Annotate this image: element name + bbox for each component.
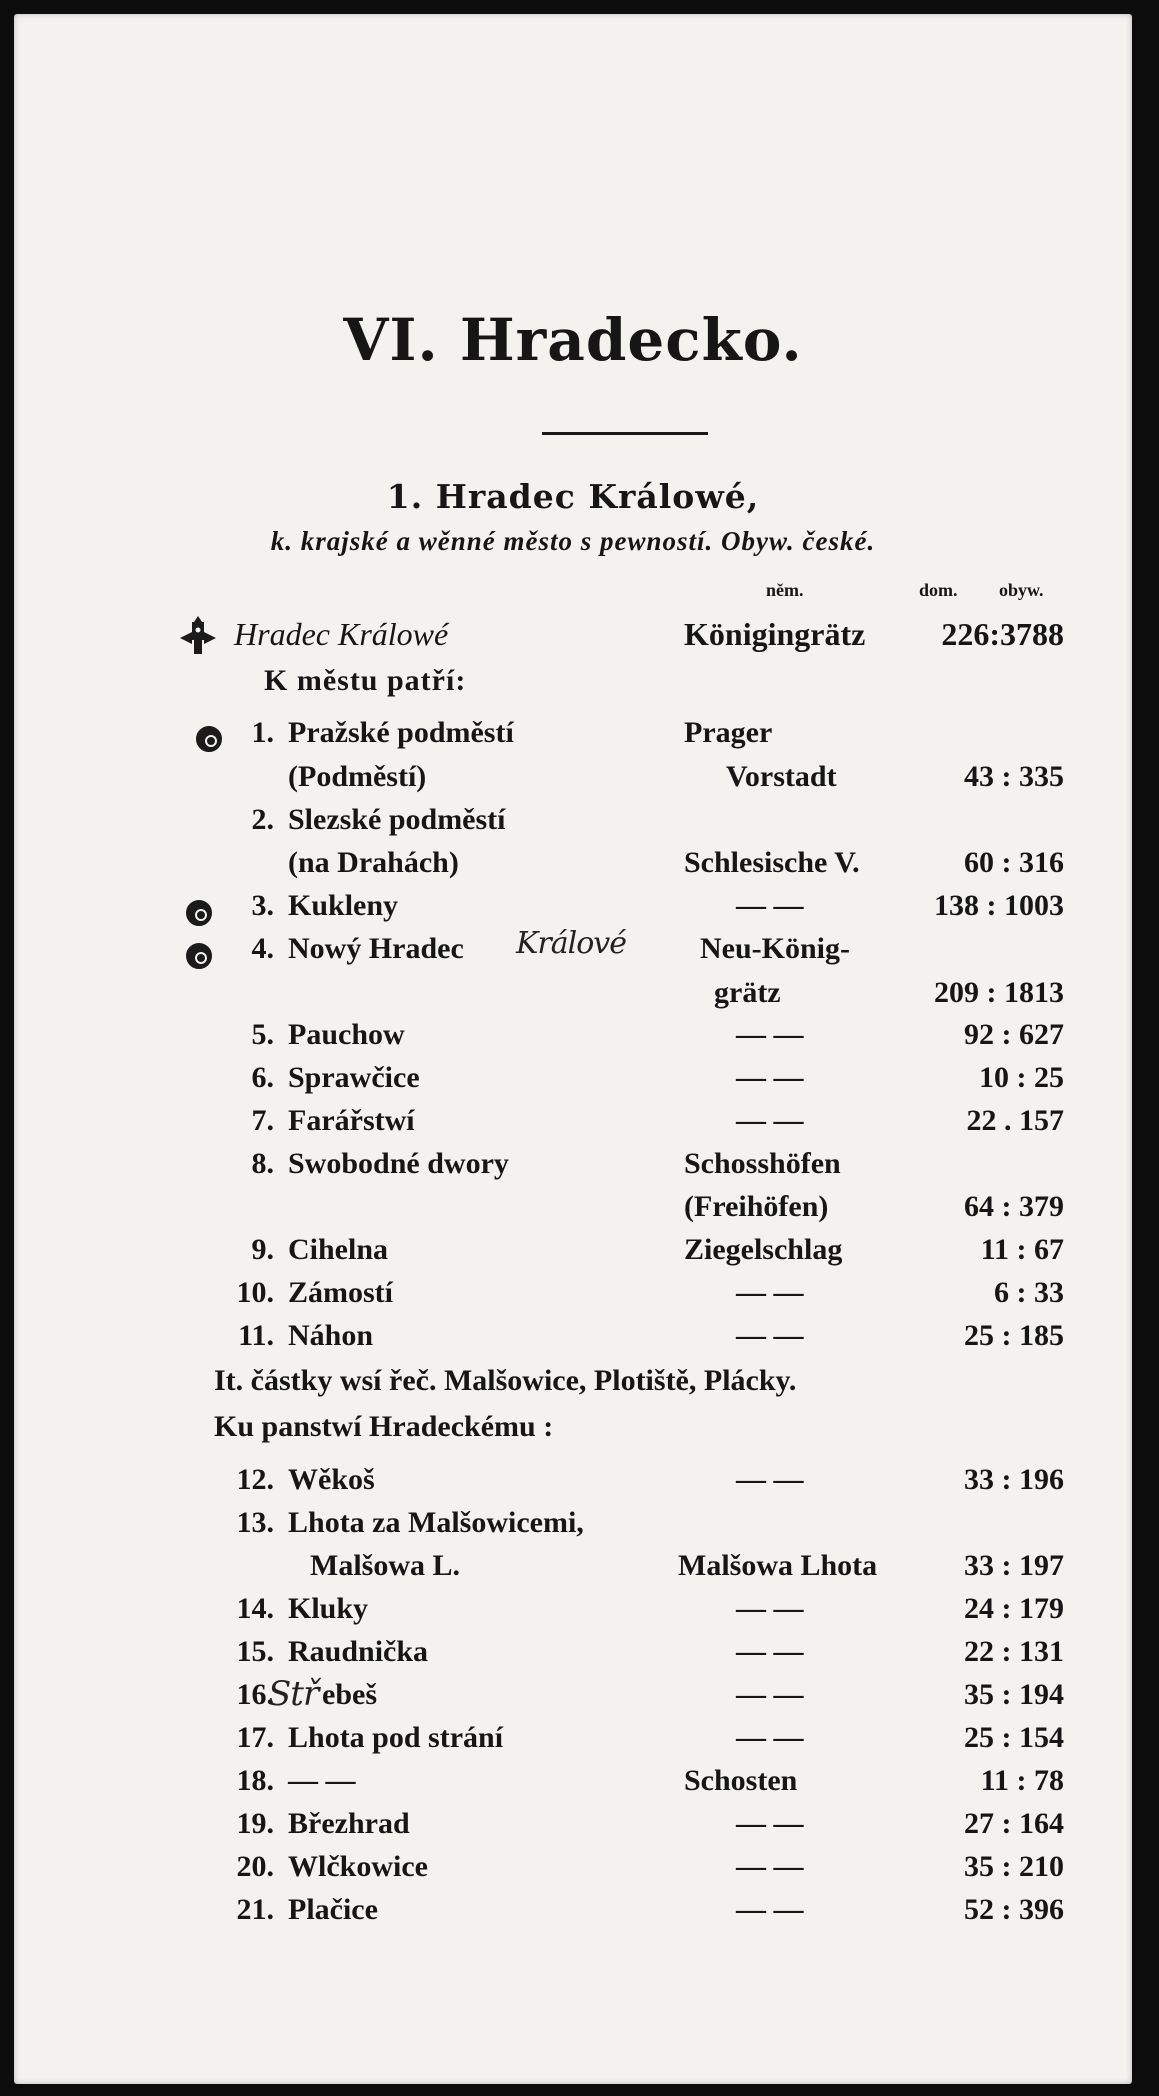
row-name: Farářstwí <box>288 1104 415 1137</box>
row-name: Malšowa L. <box>310 1549 460 1582</box>
row-german: Vorstadt <box>726 760 837 793</box>
book-page <box>14 14 1132 2084</box>
chapter-heading: VI. Hradecko. <box>343 306 803 374</box>
row-german: — — <box>736 1893 804 1926</box>
row-number: 21. <box>236 1893 274 1926</box>
row-value: 27 : 164 <box>964 1807 1064 1840</box>
row-number: 4. <box>251 932 274 965</box>
row-name: Březhrad <box>288 1807 410 1840</box>
row-number: 3. <box>251 889 274 922</box>
row-value: 209 : 1813 <box>934 976 1064 1009</box>
row-value: 10 : 25 <box>979 1061 1064 1094</box>
row-value: 43 : 335 <box>964 760 1064 793</box>
row-name: Wlčkowice <box>288 1850 428 1883</box>
row-german: Schosten <box>684 1764 798 1797</box>
row-name: Lhota pod strání <box>288 1721 504 1754</box>
row-german: — — <box>736 1463 804 1496</box>
belongs-label: K městu patří: <box>264 664 467 697</box>
row-value: 22 . 157 <box>966 1104 1064 1137</box>
handwritten-annotation: Králové <box>516 926 626 961</box>
row-german: — — <box>736 1635 804 1668</box>
row-german: Malšowa Lhota <box>678 1549 878 1582</box>
row-german: — — <box>736 1018 804 1051</box>
seat-german-name: Königingrätz <box>684 616 866 652</box>
row-value: 35 : 210 <box>964 1850 1064 1883</box>
row-name: Cihelna <box>288 1233 389 1266</box>
seat-value: 226:3788 <box>941 616 1064 652</box>
row-number: 17. <box>236 1721 274 1754</box>
row-value: 64 : 379 <box>964 1190 1064 1223</box>
row-name: ebeš <box>322 1678 377 1711</box>
row-german: — — <box>736 889 804 922</box>
row-name: Swobodné dwory <box>288 1147 509 1180</box>
row-name: Zámostí <box>288 1276 393 1309</box>
row-german: — — <box>736 1276 804 1309</box>
row-german: Prager <box>684 716 773 749</box>
row-value: 138 : 1003 <box>934 889 1064 922</box>
row-value: 60 : 316 <box>964 846 1064 879</box>
row-german: Schosshöfen <box>684 1147 841 1180</box>
row-value: 6 : 33 <box>994 1276 1064 1309</box>
row-german: — — <box>736 1721 804 1754</box>
section-title: 1. Hradec Králowé, <box>386 477 760 516</box>
row-number: 13. <box>236 1506 274 1539</box>
row-number: 9. <box>251 1233 274 1266</box>
row-number: 19. <box>236 1807 274 1840</box>
row-german: grätz <box>714 976 781 1009</box>
row-name: (na Drahách) <box>288 846 459 879</box>
row-name: Slezské podměstí <box>288 803 506 836</box>
row-german: Ziegelschlag <box>684 1233 843 1266</box>
row-number: 2. <box>251 803 274 836</box>
row-name: Kluky <box>288 1592 369 1625</box>
heading-rule <box>542 432 708 435</box>
row-german: — — <box>736 1850 804 1883</box>
row-value: 11 : 67 <box>980 1233 1064 1266</box>
row-german: (Freihöfen) <box>684 1190 829 1223</box>
row-name: Sprawčice <box>288 1061 420 1094</box>
row-german: Schlesische V. <box>684 846 860 879</box>
row-value: 92 : 627 <box>964 1018 1064 1051</box>
row-name: Pauchow <box>288 1018 405 1051</box>
row-value: 24 : 179 <box>964 1592 1064 1625</box>
row-number: 16. <box>236 1678 274 1711</box>
row-name: Náhon <box>288 1319 374 1352</box>
row-number: 10. <box>236 1276 274 1309</box>
row-name: (Podměstí) <box>288 760 427 793</box>
row-german: — — <box>736 1592 804 1625</box>
row-value: 33 : 197 <box>964 1549 1064 1582</box>
row-number: 12. <box>236 1463 274 1496</box>
row-name: Raudnička <box>288 1635 429 1668</box>
column-header-inhabitants: obyw. <box>999 580 1044 600</box>
row-german: — — <box>736 1807 804 1840</box>
row-name: Lhota za Malšowicemi, <box>288 1506 584 1539</box>
row-number: 7. <box>251 1104 274 1137</box>
row-german: — — <box>736 1061 804 1094</box>
row-number: 11. <box>238 1319 274 1352</box>
row-value: 22 : 131 <box>964 1635 1064 1668</box>
row-german: — — <box>736 1104 804 1137</box>
panstvi-label: Ku panstwí Hradeckému : <box>214 1410 554 1443</box>
row-number: 15. <box>236 1635 274 1668</box>
seat-name: Hradec Králowé <box>234 616 449 652</box>
row-german: — — <box>736 1678 804 1711</box>
handwritten-annotation: Stř <box>268 1674 319 1714</box>
row-value: 11 : 78 <box>980 1764 1064 1797</box>
row-number: 18. <box>236 1764 274 1797</box>
row-number: 1. <box>251 716 274 749</box>
row-name: Wěkoš <box>288 1463 375 1496</box>
row-name: Pražské podměstí <box>288 716 514 749</box>
column-header-houses: dom. <box>919 580 958 600</box>
row-name: Nowý Hradec <box>288 932 464 965</box>
row-value: 33 : 196 <box>964 1463 1064 1496</box>
note-line: It. částky wsí řeč. Malšowice, Plotiště, Plácky. <box>214 1364 797 1397</box>
column-header-german: něm. <box>766 580 804 600</box>
row-number: 20. <box>236 1850 274 1883</box>
row-number: 14. <box>236 1592 274 1625</box>
section-subtitle: k. krajské a wěnné město s pewností. Obyw. české. <box>270 526 876 556</box>
row-german: — — <box>736 1319 804 1352</box>
row-number: 5. <box>251 1018 274 1051</box>
row-value: 25 : 154 <box>964 1721 1064 1754</box>
row-value: 52 : 396 <box>964 1893 1064 1926</box>
row-name: Kukleny <box>288 889 399 922</box>
row-value: 35 : 194 <box>964 1678 1064 1711</box>
row-german: Neu-König- <box>700 932 850 965</box>
castle-icon <box>174 612 222 660</box>
row-name: Plačice <box>288 1893 378 1926</box>
row-value: 25 : 185 <box>964 1319 1064 1352</box>
row-name: — — <box>288 1764 356 1797</box>
row-number: 8. <box>251 1147 274 1180</box>
row-number: 6. <box>251 1061 274 1094</box>
